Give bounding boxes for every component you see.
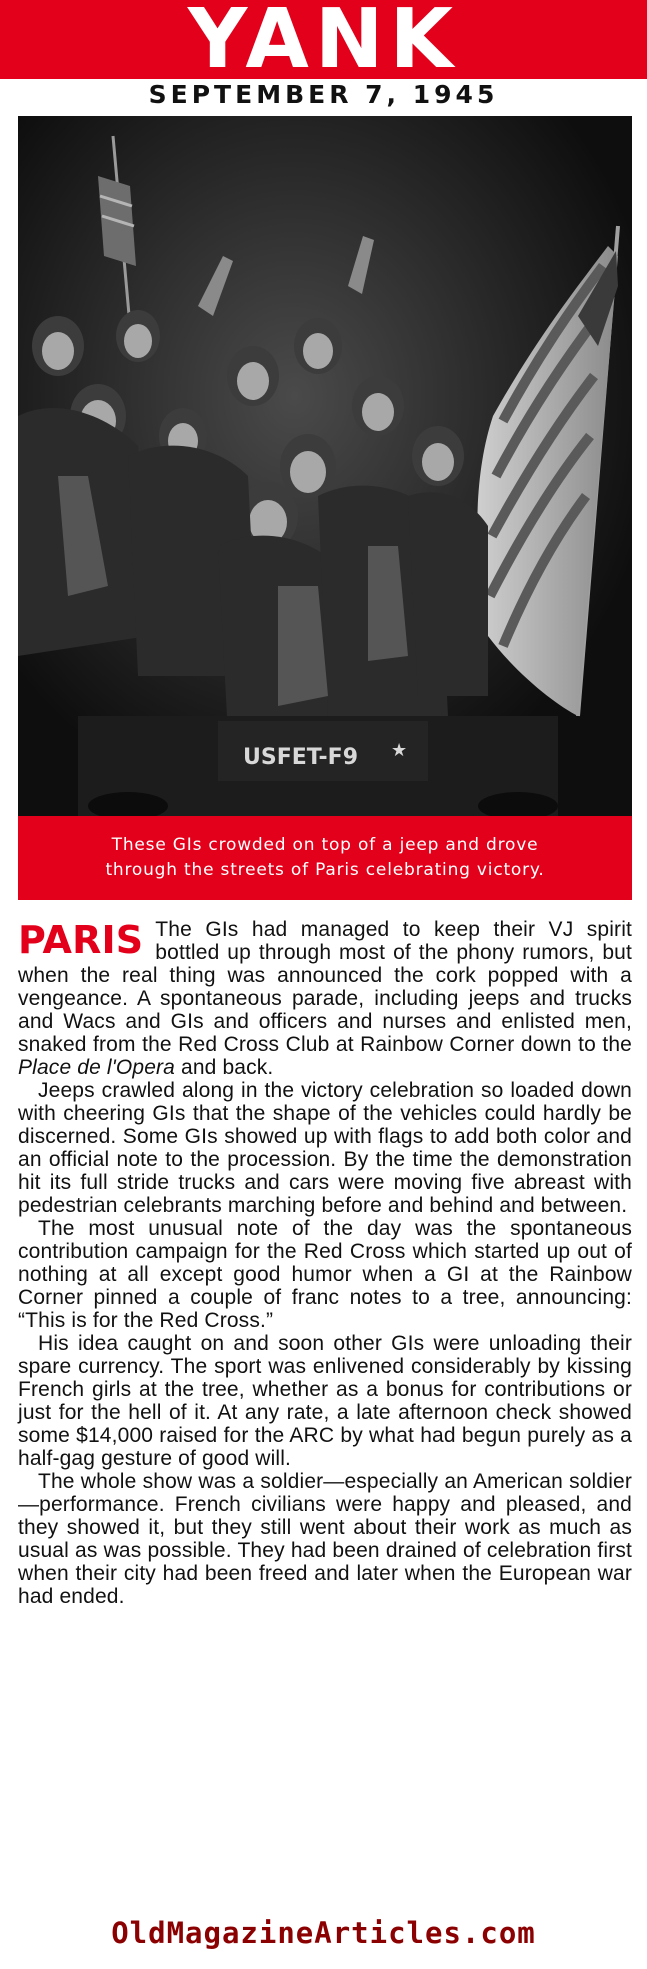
masthead — [0, 0, 647, 87]
caption-line-2: through the streets of Paris celebrating victory. — [105, 860, 545, 880]
footer-site-watermark: OldMagazineArticles.com — [111, 1916, 536, 1950]
issue-date: SEPTEMBER 7, 1945 — [148, 80, 499, 109]
article-paragraph-3: The most unusual note of the day was the spontaneous contribution campaign for the Red Cross which started up out of nothing at all except good humor when a GI at the Rainbow Corner pinned a couple of franc notes to a tree, announcing: “This is for the Red Cross.” — [18, 1217, 632, 1332]
paragraph-1-tail: and back. — [175, 1056, 274, 1079]
article-paragraph-4: His idea caught on and soon other GIs were unloading their spare currency. The sport was enlivened considerably by kissing French girls at the tree, whether as a bonus for contributions or just for the hell of it. At any rate, a late afternoon check showed some $14,000 raised for the ARC by what had begun purely as a half-gag gesture of good will. — [18, 1332, 632, 1470]
photo-caption — [18, 816, 632, 900]
caption-line-1: These GIs crowded on top of a jeep and drove — [111, 835, 539, 855]
paragraph-1-lead: The GIs had managed to keep their VJ spirit bottled up through most of the phony rumors, but when the real thing was announced the cork popped with a vengeance. A spontaneous parade, including jeeps and trucks and Wacs and GIs and officers and nurses and enlisted men, snaked from the Red Cross Club at Rainbow Corner down to the — [18, 918, 632, 1056]
magazine-title: YANK — [187, 0, 460, 87]
article-paragraph-1 — [18, 918, 632, 1079]
article-paragraph-5: The whole show was a soldier—especially an American soldier—performance. French civilians were happy and pleased, and they showed it, but they still went about their work as much as usual as was possible. They had been drained of celebration first when their city had been freed and later when the European war had ended. — [18, 1470, 632, 1608]
article-paragraph-2: Jeeps crawled along in the victory celebration so loaded down with cheering GIs that the shape of the vehicles could hardly be discerned. Some GIs showed up with flags to add both color and an official note to the procession. By the time the demonstration hit its full stride trucks and cars were moving five abreast with pedestrian celebrants marching before and behind and between. — [18, 1079, 632, 1217]
place-de-lopera: Place de l'Opera — [18, 1056, 175, 1079]
dateline: PARIS — [18, 918, 144, 962]
svg-text:★: ★ — [391, 740, 408, 761]
photo-gis-on-jeep — [18, 116, 632, 816]
jeep-marking: USFET-F9 — [243, 745, 359, 770]
article-body — [18, 918, 632, 1608]
